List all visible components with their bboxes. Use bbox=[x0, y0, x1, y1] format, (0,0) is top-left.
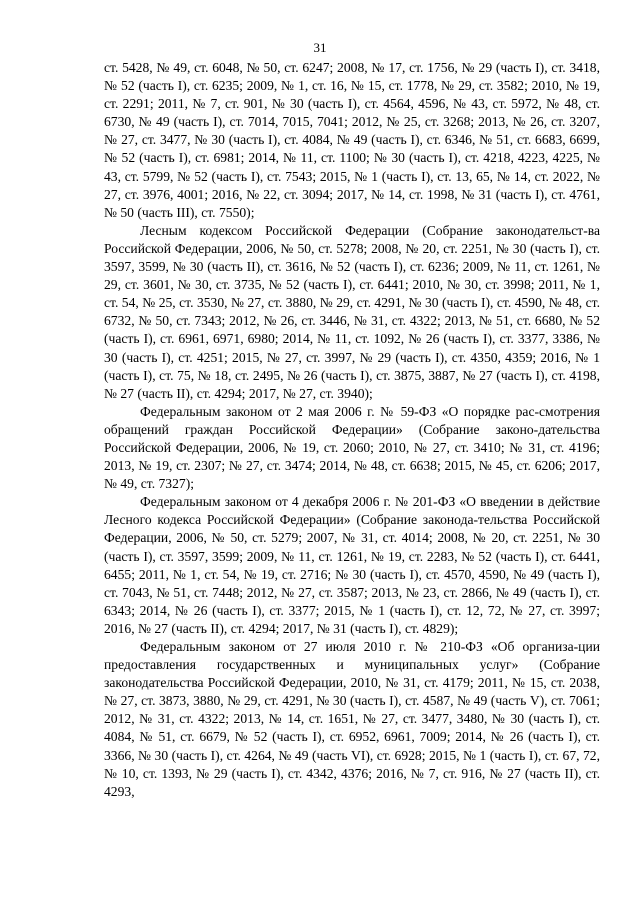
paragraph-law-201-fz: Федеральным законом от 4 декабря 2006 г. № 201-ФЗ «О введении в действие Лесного кодекса Российской Федерации» (Собрание законода-тельства Российской Федерации, 2006, № 50, ст. 5279; 2007, № 31, ст. 4014; 2008, № 20, ст. 2251, № 30 (часть I), ст. 3597, 3599; 2009, № 11, ст. 1261, № 19, ст. 2283, № 52 (часть I), ст. 6441, 6455; 2011, № 1, ст. 54, № 19, ст. 2716; № 30 (часть I), ст. 4570, 4590, № 49 (часть I), ст. 7043, № 51, ст. 7448; 2012, № 27, ст. 3587; 2013, № 23, ст. 2866, № 49 (часть I), ст. 6343; 2014, № 26 (часть I), ст. 3377; 2015, № 1 (часть I), ст. 12, 72, № 27, ст. 3997; 2016, № 27 (часть II), ст. 4294; 2017, № 31 (часть I), ст. 4829); bbox=[104, 494, 600, 636]
paragraph-law-59-fz: Федеральным законом от 2 мая 2006 г. № 59-ФЗ «О порядке рас-смотрения обращений граждан Российской Федерации» (Собрание законо-дательства Российской Федерации, 2006, № 19, ст. 2060; 2010, № 27, ст. 3410; № 31, ст. 4196; 2013, № 19, ст. 2307; № 27, ст. 3474; 2014, № 48, ст. 6638; 2015, № 45, ст. 6206; 2017, № 49, ст. 7327); bbox=[104, 403, 600, 492]
paragraph-forest-code: Лесным кодексом Российской Федерации (Собрание законодательст-ва Российской Федерации, 2006, № 50, ст. 5278; 2008, № 20, ст. 2251, № 30 (часть I), ст. 3597, 3599, № 30 (часть II), ст. 3616, № 52 (часть I), ст. 6236; 2009, № 11, ст. 1261, № 29, ст. 3601, № 30, ст. 3735, № 52 (часть I), ст. 6441; 2010, № 30, ст. 3998; 2011, № 1, ст. 54, № 25, ст. 3530, № 27, ст. 3880, № 29, ст. 4291, № 30 (часть I), ст. 4590, № 48, ст. 6732, № 50, ст. 7343; 2012, № 26, ст. 3446, № 31, ст. 4322; 2013, № 51, ст. 6680, № 52 (часть I), ст. 6961, 6971, 6980; 2014, № 11, ст. 1092, № 26 (часть I), ст. 3377, 3386, № 30 (часть I), ст. 4251; 2015, № 27, ст. 3997, № 29 (часть I), ст. 4350, 4359; 2016, № 1 (часть I), ст. 75, № 18, ст. 2495, № 26 (часть I), ст. 3875, 3887, № 27 (часть I), ст. 4198, № 27 (часть II), ст. 4294; 2017, № 27, ст. 3940); bbox=[104, 222, 600, 401]
paragraph-continuation: ст. 5428, № 49, ст. 6048, № 50, ст. 6247; 2008, № 17, ст. 1756, № 29 (часть I), ст. 3418, № 52 (часть I), ст. 6235; 2009, № 1, ст. 16, № 15, ст. 1778, № 29, ст. 3582; 2010, № 19, ст. 2291; 2011, № 7, ст. 901, № 30 (часть I), ст. 4564, 4596, № 43, ст. 5972, № 48, ст. 6730, № 49 (часть I), ст. 7014, 7015, 7041; 2012, № 25, ст. 3268; 2013, № 26, ст. 3207, № 27, ст. 3477, № 30 (часть I), ст. 4084, № 49 (часть I), ст. 6346, № 51, ст. 6683, 6699, № 52 (часть I), ст. 6981; 2014, № 11, ст. 1100; № 30 (часть I), ст. 4218, 4223, 4225, № 43, ст. 5799, № 52 (часть I), ст. 7543; 2015, № 1 (часть I), ст. 13, 65, № 14, ст. 2022, № 27, ст. 3976, 4001; 2016, № 22, ст. 3094; 2017, № 14, ст. 1998, № 31 (часть I), ст. 4761, № 50 (часть III), ст. 7550); bbox=[104, 60, 600, 220]
page-number: 31 bbox=[313, 40, 327, 55]
paragraph-law-210-fz: Федеральным законом от 27 июля 2010 г. № 210-ФЗ «Об организа-ции предоставления государственных и муниципальных услуг» (Собрание законодательства Российской Федерации, 2010, № 31, ст. 4179; 2011, № 15, ст. 2038, № 27, ст. 3873, 3880, № 29, ст. 4291, № 30 (часть I), ст. 4587, № 49 (часть V), ст. 7061; 2012, № 31, ст. 4322; 2013, № 14, ст. 1651, № 27, ст. 3477, 3480, № 30 (часть I), ст. 4084, № 51, ст. 6679, № 52 (часть I), ст. 6952, 6961, 7009; 2014, № 26 (часть I), ст. 3366, № 30 (часть I), ст. 4264, № 49 (часть VI), ст. 6928; 2015, № 1 (часть I), ст. 67, 72, № 10, ст. 1393, № 29 (часть I), ст. 4342, 4376; 2016, № 7, ст. 916, № 27 (часть II), ст. 4293, bbox=[104, 639, 600, 799]
document-body bbox=[104, 59, 600, 801]
